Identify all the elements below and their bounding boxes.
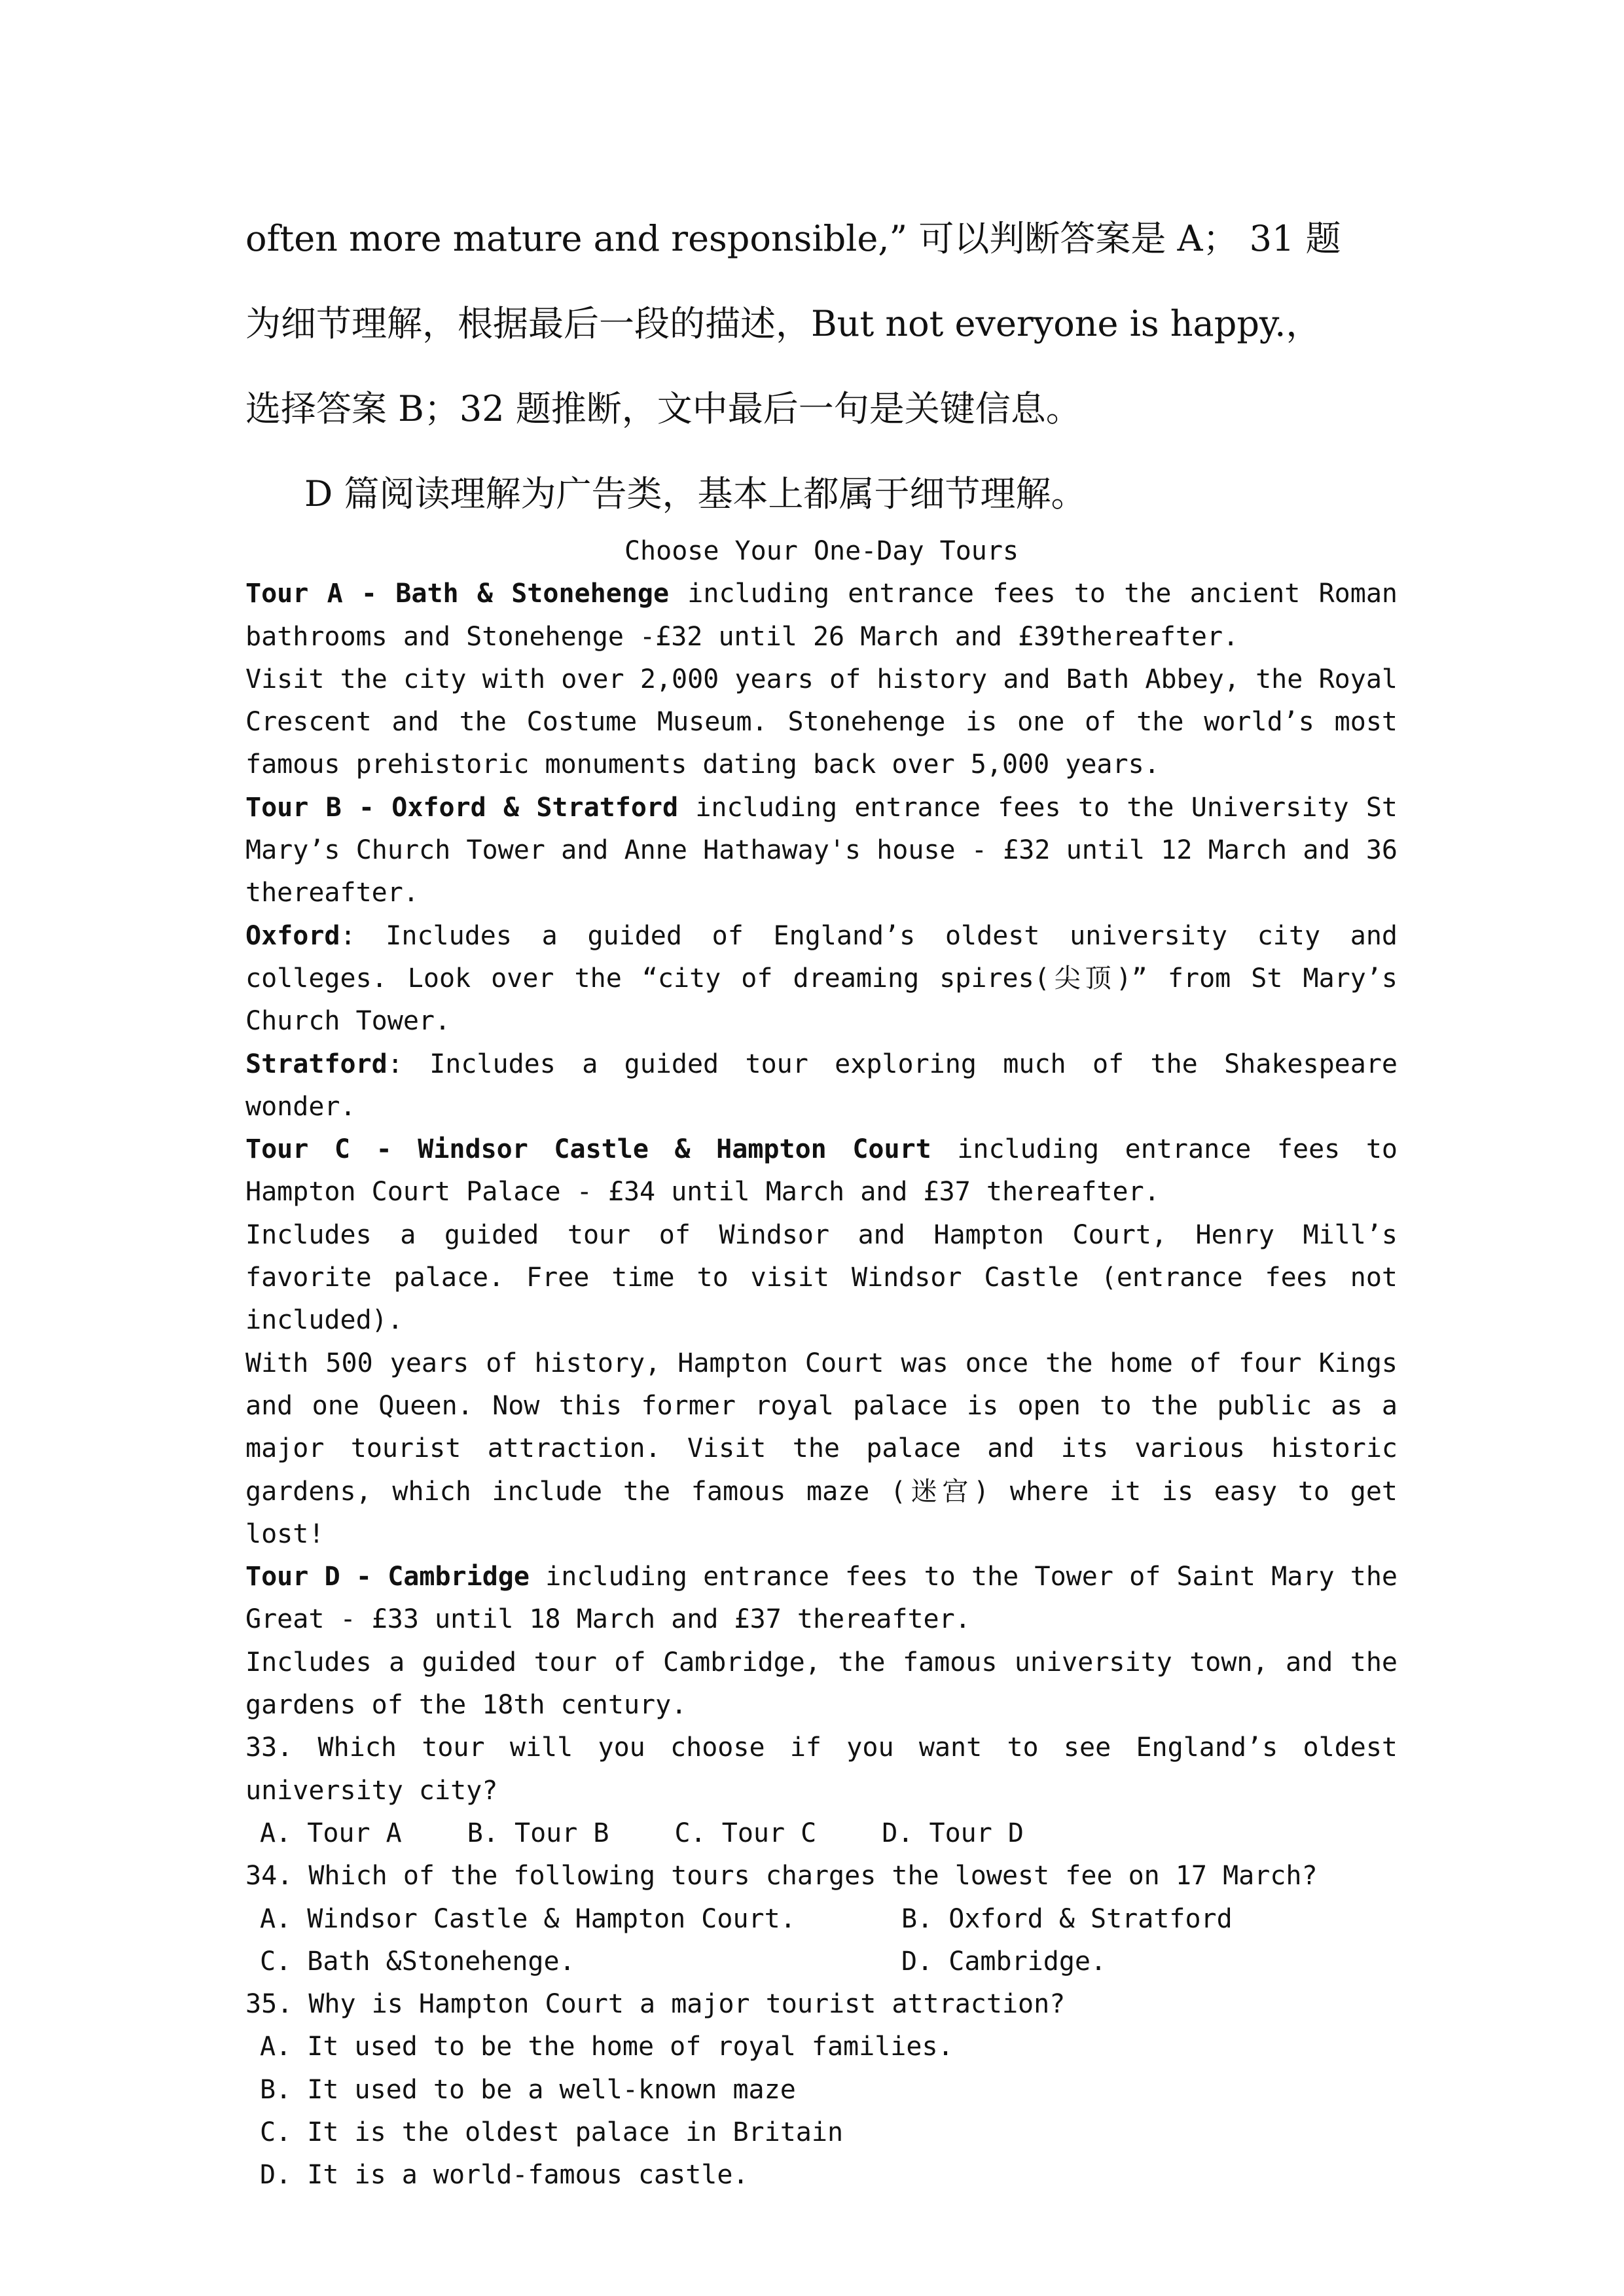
question-34-options-row2 [245, 1941, 1398, 1983]
tour-c-history: With 500 years of history, Hampton Court was once the home of four Kings and one Queen. Now this former royal palace is open to the public as a major tourist attraction. Visit the palace and its various historic gardens, which include the famous maze (迷宫) where it is easy to get lost! [245, 1348, 1398, 1549]
analysis-line: 为细节理解，根据最后一段的描述，But not everyone is happy.， [245, 303, 1322, 344]
option-b: B. Tour B [467, 1818, 609, 1848]
question-33-stem: 33. Which tour will you choose if you want to see England’s oldest university city? [245, 1732, 1398, 1806]
analysis-section [245, 196, 1398, 537]
tour-d-name: Tour D - Cambridge [245, 1562, 530, 1592]
tour-c-summary: Tour C - Windsor Castle & Hampton Court including entrance fees to Hampton Court Palace - £34 until March and £37 thereafter. [245, 1134, 1398, 1208]
reading-passage [245, 530, 1398, 2197]
option-d: D. Tour D [882, 1818, 1024, 1848]
tour-d-detail: Includes a guided tour of Cambridge, the famous university town, and the gardens of the 18th century. [245, 1647, 1398, 1721]
d-passage-intro: D 篇阅读理解为广告类，基本上都属于细节理解。 [304, 473, 1087, 514]
tour-b-name: Tour B - Oxford & Stratford [245, 792, 679, 823]
question-33-options [245, 1812, 1398, 1855]
article-title: Choose Your One-Day Tours [624, 536, 1019, 566]
tour-a-detail: Visit the city with over 2,000 years of history and Bath Abbey, the Royal Crescent and the Costume Museum. Stonehenge is one of the world’s most famous prehistoric monuments dating back over 5,000 years. [245, 664, 1398, 780]
tour-b-oxford: Oxford: Includes a guided of England’s oldest university city and colleges. Look over the “city of dreaming spires(尖顶)” from St Mary’s Church Tower. [245, 920, 1398, 1037]
question-35-stem: 35. Why is Hampton Court a major tourist attraction? [245, 1989, 1066, 2020]
tour-d-summary: Tour D - Cambridge including entrance fees to the Tower of Saint Mary the Great - £33 until 18 March and £37 thereafter. [245, 1562, 1398, 1635]
tour-c-detail: Includes a guided tour of Windsor and Hampton Court, Henry Mill’s favorite palace. Free time to visit Windsor Castle (entrance fees not included). [245, 1219, 1398, 1336]
option-c: C. It is the oldest palace in Britain [260, 2117, 844, 2147]
option-d: D. Cambridge. [901, 1946, 1107, 1977]
option-d: D. It is a world-famous castle. [260, 2160, 749, 2191]
question-34-stem: 34. Which of the following tours charges the lowest fee on 17 March? [245, 1861, 1318, 1892]
tour-c-name: Tour C - Windsor Castle & Hampton Court [245, 1134, 931, 1165]
option-c: C. Tour C [674, 1818, 817, 1848]
option-c: C. Bath &Stonehenge. [260, 1946, 575, 1977]
option-a: A. It used to be the home of royal families. [260, 2032, 954, 2062]
option-b: B. Oxford & Stratford [901, 1903, 1233, 1934]
tour-b-stratford: Stratford: Includes a guided tour exploring much of the Shakespeare wonder. [245, 1049, 1398, 1122]
tour-b-summary: Tour B - Oxford & Stratford including entrance fees to the University St Mary’s Church Tower and Anne Hathaway's house - £32 until 12 March and 36 thereafter. [245, 792, 1398, 908]
option-b: B. It used to be a well-known maze [260, 2074, 796, 2105]
oxford-label: Oxford [245, 920, 340, 951]
option-a: A. Tour A [260, 1818, 402, 1848]
tour-a-summary: Tour A - Bath & Stonehenge including entrance fees to the ancient Roman bathrooms and Stonehenge -£32 until 26 March and £39thereafter. [245, 579, 1398, 652]
analysis-line: often more mature and responsible,” 可以判断答案是 A； 31 题 [245, 218, 1341, 259]
analysis-line: 选择答案 B；32 题推断，文中最后一句是关键信息。 [245, 388, 1081, 429]
tour-a-name: Tour A - Bath & Stonehenge [245, 579, 670, 609]
option-a: A. Windsor Castle & Hampton Court. [260, 1903, 796, 1934]
stratford-label: Stratford [245, 1049, 388, 1079]
question-34-options-row1 [245, 1898, 1398, 1941]
